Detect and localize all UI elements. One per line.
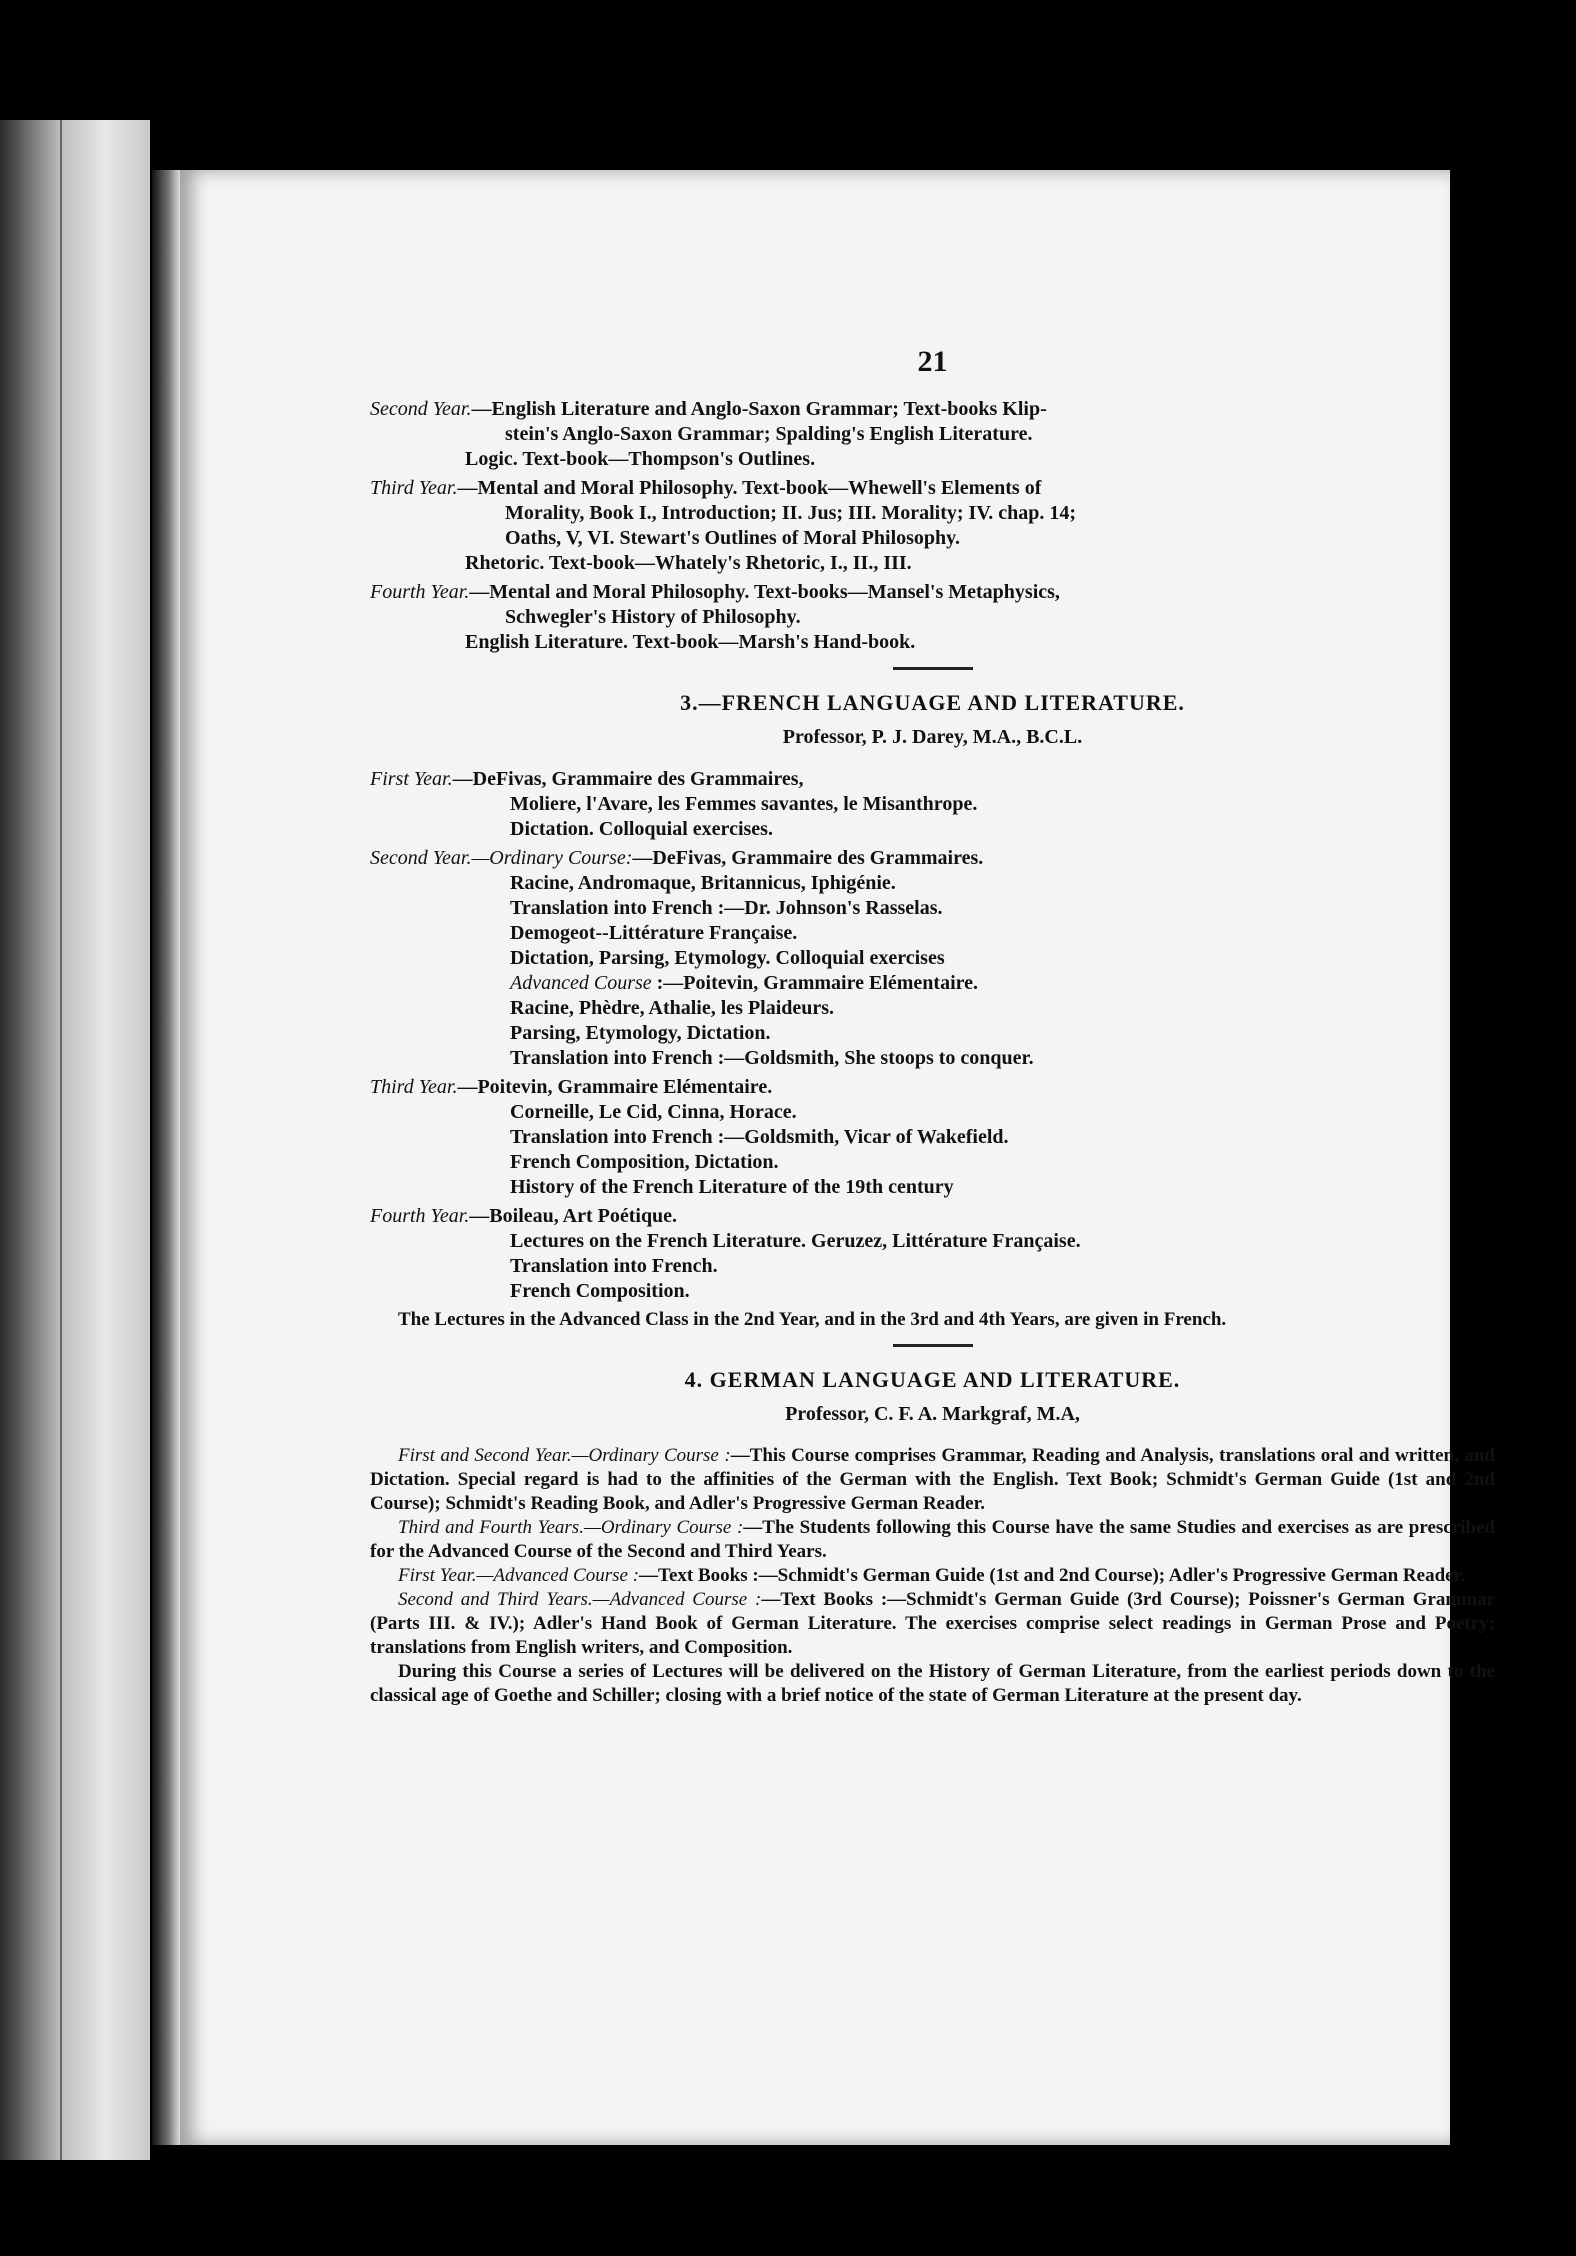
french-second-year (370, 846, 1495, 1071)
section-title-french: 3.—FRENCH LANGUAGE AND LITERATURE. (680, 690, 1185, 715)
french-note: The Lectures in the Advanced Class in the 2nd Year, and in the 3rd and 4th Years, are given in French. (398, 1309, 1227, 1330)
german-paragraph (370, 1564, 1495, 1588)
year-label: Second Year. (370, 847, 472, 869)
year-label: Fourth Year. (370, 1205, 470, 1227)
paragraph-text: —The Students following this Course have the same Studies and exercises as are prescribed for the Advanced Course of the Second and Third Years. (370, 1517, 1495, 1562)
german-paragraph (370, 1588, 1495, 1660)
text-line: History of the French Literature of the 19th century (510, 1176, 954, 1198)
section-title-german: 4. GERMAN LANGUAGE AND LITERATURE. (684, 1367, 1181, 1392)
page-binding-edge (152, 170, 180, 2145)
text-line: Corneille, Le Cid, Cinna, Horace. (510, 1101, 797, 1123)
text-line: Translation into French :—Goldsmith, Vicar of Wakefield. (510, 1126, 1009, 1148)
year-label: Fourth Year. (370, 581, 470, 603)
text-line: —Mental and Moral Philosophy. Text-books—Mansel's Metaphysics, (469, 581, 1060, 603)
course-label: Second and Third Years.—Advanced Course : (398, 1589, 762, 1610)
text-line: —Boileau, Art Poétique. (469, 1205, 678, 1227)
french-first-year (370, 767, 1495, 842)
third-year-block (370, 476, 1495, 576)
german-paragraph (370, 1516, 1495, 1564)
text-line: —English Literature and Anglo-Saxon Grammar; Text-books Klip- (471, 398, 1047, 420)
text-line: Translation into French :—Goldsmith, She stoops to conquer. (510, 1047, 1034, 1069)
text-line: French Composition, Dictation. (510, 1151, 779, 1173)
french-fourth-year (370, 1204, 1495, 1304)
section-divider (893, 1344, 973, 1347)
text-line: Racine, Andromaque, Britannicus, Iphigénie. (510, 872, 896, 894)
course-label: First and Second Year.—Ordinary Course : (398, 1445, 731, 1466)
text-line: Translation into French. (510, 1255, 718, 1277)
text-line: Lectures on the French Literature. Geruzez, Littérature Française. (510, 1230, 1081, 1252)
text-line: Schwegler's History of Philosophy. (505, 606, 801, 628)
text-line: English Literature. Text-book—Marsh's Hand-book. (465, 631, 916, 653)
text-line: Translation into French :—Dr. Johnson's Rasselas. (510, 897, 943, 919)
professor-french: Professor, P. J. Darey, M.A., B.C.L. (782, 726, 1083, 748)
course-label: Third and Fourth Years.—Ordinary Course : (398, 1517, 744, 1538)
text-line: Morality, Book I., Introduction; II. Jus; III. Morality; IV. chap. 14; (505, 502, 1076, 524)
course-label: Advanced Course (510, 972, 652, 994)
page-fold-line (60, 120, 62, 2160)
text-line: Moliere, l'Avare, les Femmes savantes, le Misanthrope. (510, 793, 978, 815)
text-line: Dictation, Parsing, Etymology. Colloquial exercises (510, 947, 945, 969)
year-label: First Year. (370, 768, 453, 790)
second-year-block (370, 397, 1495, 472)
text-line: stein's Anglo-Saxon Grammar; Spalding's English Literature. (505, 423, 1033, 445)
text-line: :—Poitevin, Grammaire Elémentaire. (656, 972, 979, 994)
paragraph-text: —Text Books :—Schmidt's German Guide (1st and 2nd Course); Adler's Progressive German Reader. (639, 1565, 1466, 1586)
text-line: Dictation. Colloquial exercises. (510, 818, 773, 840)
text-line: Oaths, V, VI. Stewart's Outlines of Moral Philosophy. (505, 527, 961, 549)
text-line: Logic. Text-book—Thompson's Outlines. (465, 448, 816, 470)
text-line: —Poitevin, Grammaire Elémentaire. (457, 1076, 773, 1098)
course-label: First Year.—Advanced Course : (398, 1565, 640, 1586)
page-content (370, 345, 1495, 1708)
paragraph-text: —Text Books :—Schmidt's German Guide (3rd Course); Poissner's German Grammar (Parts III. & IV.); Adler's Hand Book of German Literature. The exercises comprise select readings in German Prose and Poetry; translations from English writers, and Composition. (370, 1589, 1496, 1658)
french-third-year (370, 1075, 1495, 1200)
text-line: Racine, Phèdre, Athalie, les Plaideurs. (510, 997, 835, 1019)
fourth-year-block (370, 580, 1495, 655)
year-label: Second Year. (370, 398, 472, 420)
text-line: Demogeot--Littérature Française. (510, 922, 798, 944)
text-line: Rhetoric. Text-book—Whately's Rhetoric, I., II., III. (465, 552, 912, 574)
german-paragraph (370, 1444, 1495, 1516)
paragraph-text: —This Course comprises Grammar, Reading and Analysis, translations oral and written, and Dictation. Special regard is had to the affinities of the German with the English. Text Book; Schmidt's German Guide (1st and 2nd Course); Schmidt's Reading Book, and Adler's Progressive German Reader. (370, 1445, 1495, 1514)
page-number: 21 (917, 345, 948, 378)
year-label: Third Year. (370, 477, 458, 499)
text-line: Parsing, Etymology, Dictation. (510, 1022, 771, 1044)
section-divider (893, 667, 973, 670)
text-line: —Mental and Moral Philosophy. Text-book—Whewell's Elements of (457, 477, 1042, 499)
text-line: —DeFivas, Grammaire des Grammaires. (632, 847, 984, 869)
german-paragraph: During this Course a series of Lectures will be delivered on the History of German Literature, from the earliest periods down to the classical age of Goethe and Schiller; closing with a brief notice of the state of German Literature at the present day. (370, 1661, 1495, 1706)
professor-german: Professor, C. F. A. Markgraf, M.A, (785, 1403, 1080, 1425)
scanned-page (180, 170, 1496, 2145)
text-line: French Composition. (510, 1280, 690, 1302)
course-label: —Ordinary Course: (471, 847, 633, 869)
left-page-edge (0, 120, 150, 2160)
text-line: —DeFivas, Grammaire des Grammaires, (452, 768, 804, 790)
year-label: Third Year. (370, 1076, 458, 1098)
